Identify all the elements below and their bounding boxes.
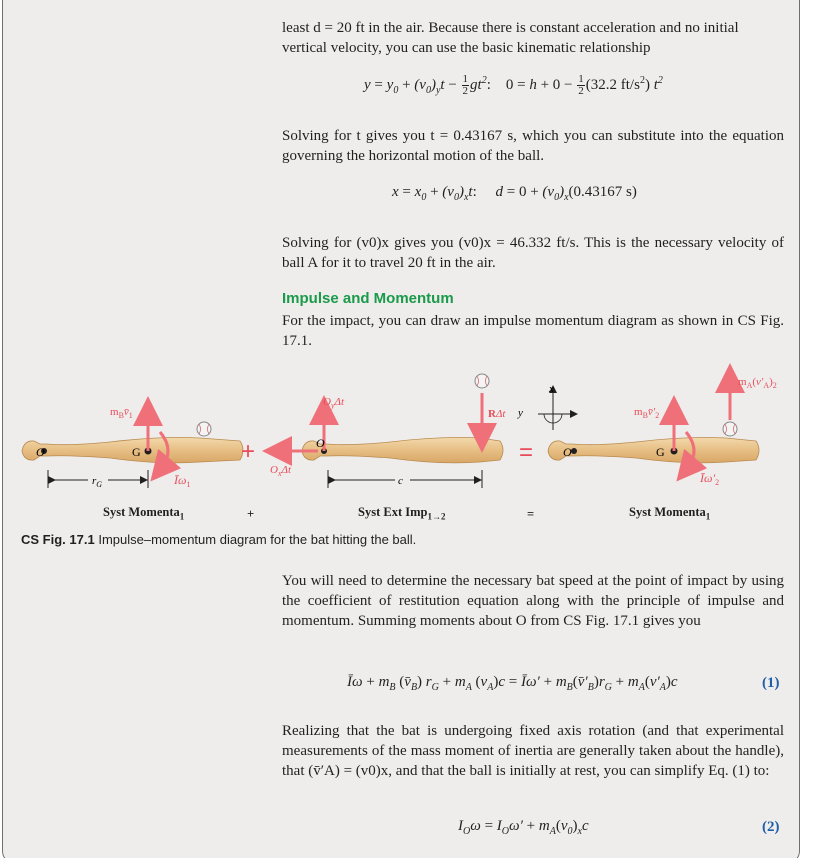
kinematic-x-equation: $x = x_0 + (v_0)_xt$: $d = 0 + (v_0)_x(0.43167$ s) <box>392 184 637 203</box>
label-g-right: G <box>656 445 665 459</box>
paragraph-3: Solving for (v0)x gives you (v0)x = 46.332 ft/s. This is the necessary velocity of ball A for it to travel 20 ft in the air. <box>282 235 784 271</box>
figure-caption <box>21 532 416 547</box>
paragraph-5: You will need to determine the necessary bat speed at the point of impact by using the coefficient of restitution equation along with the principle of impulse and momentum. Summing moments about O from CS Fig. 17.1 gives you <box>282 573 784 629</box>
figure-label-plus: + <box>247 507 255 521</box>
label-o-right: O <box>563 445 572 459</box>
label-o-left: O <box>36 445 45 459</box>
page-bottom <box>0 858 821 866</box>
label-g-left: G <box>132 445 141 459</box>
label-iomega1: $Ī\omega_1$ <box>174 473 191 489</box>
label-axis-x: x <box>549 383 554 395</box>
caption-number: CS Fig. 17.1 <box>21 532 95 547</box>
caption-text: Impulse–momentum diagram for the bat hitting the ball. <box>98 532 417 547</box>
figure-label-mid: Syst Ext Imp$_{1\to 2}$ <box>358 505 446 522</box>
figure-label-left: Syst Momenta$_1$ <box>103 505 185 522</box>
figure-label-equals: = <box>527 507 535 521</box>
baseball-icon <box>197 422 211 436</box>
bat-middle <box>277 374 574 488</box>
label-oy-dt: $O_y\Delta t$ <box>323 396 345 410</box>
label-ma-va: $m_A(v'_A)_2$ <box>738 376 777 390</box>
label-mbvb-right: $m_Bv̄'_2$ <box>634 406 660 420</box>
kinematic-y-equation: $y = y_0 + (v_0)_yt$ − $\frac{1}{2}$ $gt^2$: 0 = h + 0 − $\frac{1}{2}$ (32.2 $ft/s^2$) $t^2$ <box>364 73 663 97</box>
label-mbvb-left: $m_Bv̄_1$ <box>110 406 133 420</box>
label-iomega2: $Ī\omega'_2$ <box>700 471 720 487</box>
figure-label-right: Syst Momenta$_1$ <box>629 505 711 522</box>
paragraph-6: Realizing that the bat is undergoing fixed axis rotation (and that experimental measurements of the mass moment of inertia are generally taken about the handle), that (v̄′A) = (v0)x, and that the ball is initially at rest, you can simplify Eq. (1) to: <box>282 723 784 779</box>
baseball-icon <box>475 374 489 388</box>
bat-right <box>548 378 759 470</box>
label-c: c <box>398 475 403 487</box>
label-o-mid: O <box>316 436 325 450</box>
equals-sign-red: = <box>519 439 534 466</box>
equation-2: $I_O\omega = I_O\omega' + m_A(v_0)_xc$ <box>458 818 589 837</box>
label-axis-y: y <box>518 407 523 419</box>
plus-sign-red: + <box>241 438 256 465</box>
equation-2-number: (2) <box>762 819 780 835</box>
paragraph-1-line-2: vertical velocity, you can use the basic kinematic relationship <box>282 40 651 56</box>
paragraph-1-line-1: least d = 20 ft in the air. Because there is constant acceleration and no initial <box>282 20 739 36</box>
baseball-icon <box>723 422 737 436</box>
section-heading: Impulse and Momentum <box>282 290 454 307</box>
label-r-dt: RΔt <box>488 408 506 420</box>
label-rg: $r_G$ <box>92 475 103 489</box>
paragraph-2: Solving for t gives you t = 0.43167 s, which you can substitute into the equation governing the horizontal motion of the ball. <box>282 128 784 164</box>
paragraph-4: For the impact, you can draw an impulse momentum diagram as shown in CS Fig. 17.1. <box>282 313 784 349</box>
label-ox-dt: $O_x\Delta t$ <box>270 464 292 478</box>
equation-1: Īω + $m_B$ $(v̄_B) r_G + m_A$ $(v_A)c$ = Īω′ + $m_B(v̄'_B)r_G + m_A(v'_A)c$ <box>347 674 678 693</box>
equation-1-number: (1) <box>762 675 780 691</box>
